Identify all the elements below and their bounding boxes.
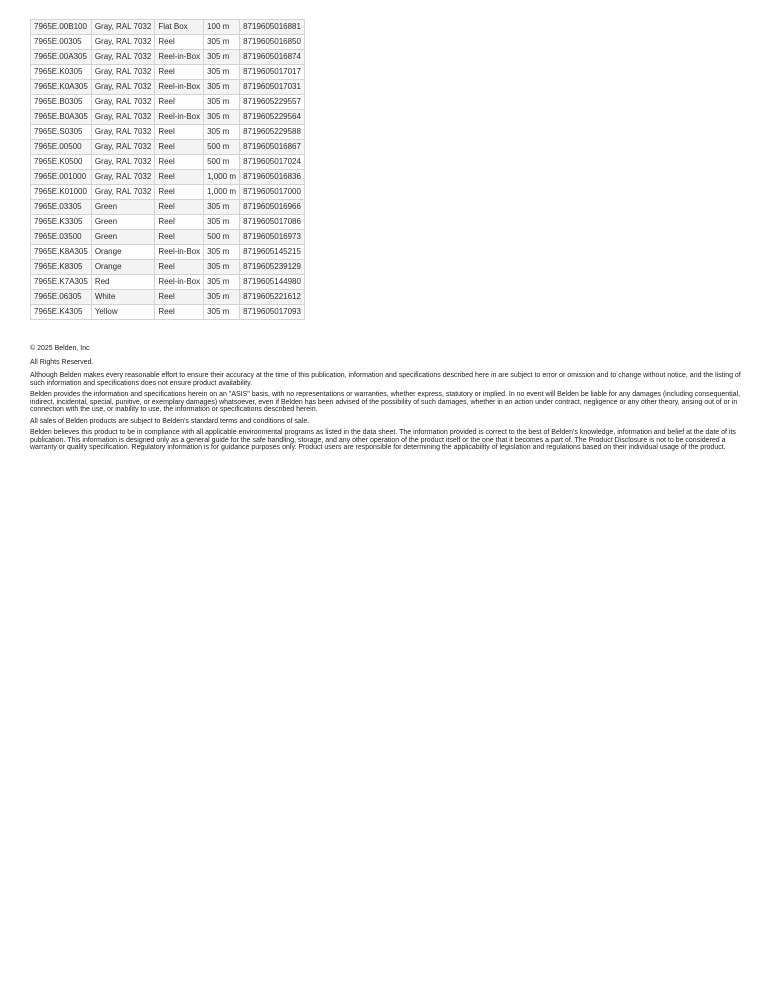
table-row <box>31 140 305 155</box>
color-cell: Gray, RAL 7032 <box>91 125 154 140</box>
upc-cell: 8719605017024 <box>240 155 305 170</box>
part-number-cell: 7965E.K0A305 <box>31 80 92 95</box>
packaging-cell: Reel <box>155 215 204 230</box>
upc-cell: 8719605016867 <box>240 140 305 155</box>
upc-cell: 8719605221612 <box>240 290 305 305</box>
color-cell: Orange <box>91 260 154 275</box>
upc-cell: 8719605016836 <box>240 170 305 185</box>
length-cell: 500 m <box>204 230 240 245</box>
upc-cell: 8719605239129 <box>240 260 305 275</box>
packaging-cell: Reel-in-Box <box>155 245 204 260</box>
upc-cell: 8719605016966 <box>240 200 305 215</box>
part-number-cell: 7965E.K4305 <box>31 305 92 320</box>
table-row <box>31 305 305 320</box>
packaging-cell: Reel <box>155 305 204 320</box>
length-cell: 305 m <box>204 35 240 50</box>
part-number-cell: 7965E.B0305 <box>31 95 92 110</box>
table-row <box>31 110 305 125</box>
part-number-cell: 7965E.S0305 <box>31 125 92 140</box>
length-cell: 305 m <box>204 215 240 230</box>
color-cell: Green <box>91 230 154 245</box>
packaging-cell: Reel <box>155 95 204 110</box>
product-table <box>30 19 305 320</box>
color-cell: Green <box>91 215 154 230</box>
table-row <box>31 20 305 35</box>
packaging-cell: Reel <box>155 200 204 215</box>
part-number-cell: 7965E.00B100 <box>31 20 92 35</box>
length-cell: 1,000 m <box>204 185 240 200</box>
packaging-cell: Reel <box>155 140 204 155</box>
length-cell: 1,000 m <box>204 170 240 185</box>
upc-cell: 8719605017017 <box>240 65 305 80</box>
upc-cell: 8719605145215 <box>240 245 305 260</box>
packaging-cell: Flat Box <box>155 20 204 35</box>
copyright-text: © 2025 Belden, Inc <box>30 345 90 352</box>
packaging-cell: Reel-in-Box <box>155 110 204 125</box>
upc-cell: 8719605017031 <box>240 80 305 95</box>
table-row <box>31 230 305 245</box>
upc-cell: 8719605229588 <box>240 125 305 140</box>
table-row <box>31 80 305 95</box>
upc-cell: 8719605016973 <box>240 230 305 245</box>
asis-disclaimer: Belden provides the information and specifications herein on an "ASIS" basis, with no representations or warranties, whether express, statutory or implied. In no event will Belden be liable for any damages (including consequential, indirect, incidental, special, punitive, or exemplary damages) whatsoever, even if Belden has been advised of the possibility of such damages, whether in an action under contract, negligence or any other theory, arising out of or in connection with the use, or inability to use, the information or specifications described herein. <box>30 391 741 413</box>
part-number-cell: 7965E.00A305 <box>31 50 92 65</box>
table-row <box>31 185 305 200</box>
length-cell: 305 m <box>204 95 240 110</box>
length-cell: 305 m <box>204 305 240 320</box>
length-cell: 100 m <box>204 20 240 35</box>
accuracy-disclaimer: Although Belden makes every reasonable effort to ensure their accuracy at the time of this publication, information and specifications described here in are subject to error or omission and to change without notice, and the listing of such information and specifications does not ensure product availability. <box>30 372 741 387</box>
packaging-cell: Reel-in-Box <box>155 50 204 65</box>
part-number-cell: 7965E.00500 <box>31 140 92 155</box>
upc-cell: 8719605016881 <box>240 20 305 35</box>
legal-notice <box>30 345 742 456</box>
compliance-disclaimer: Belden believes this product to be in compliance with all applicable environmental programs as listed in the data sheet. The information provided is correct to the best of Belden's knowledge, information and belief at the date of its publication. This information is designed only as a general guide for the safe handling, storage, and any other operation of the product itself or the one that it becomes a part of. The Product Disclosure is not to be considered a warranty or quality specification. Regulatory information is for guidance purposes only. Product users are responsible for determining the applicability of legislation and regulations based on their individual usage of the product. <box>30 429 736 451</box>
part-number-cell: 7965E.K8A305 <box>31 245 92 260</box>
packaging-cell: Reel <box>155 170 204 185</box>
packaging-cell: Reel-in-Box <box>155 275 204 290</box>
color-cell: Gray, RAL 7032 <box>91 185 154 200</box>
upc-cell: 8719605016874 <box>240 50 305 65</box>
part-number-cell: 7965E.06305 <box>31 290 92 305</box>
packaging-cell: Reel <box>155 35 204 50</box>
length-cell: 305 m <box>204 65 240 80</box>
color-cell: Gray, RAL 7032 <box>91 80 154 95</box>
color-cell: Gray, RAL 7032 <box>91 20 154 35</box>
color-cell: Gray, RAL 7032 <box>91 65 154 80</box>
packaging-cell: Reel-in-Box <box>155 80 204 95</box>
table-row <box>31 95 305 110</box>
part-number-cell: 7965E.K0500 <box>31 155 92 170</box>
length-cell: 305 m <box>204 260 240 275</box>
length-cell: 500 m <box>204 140 240 155</box>
table-row <box>31 245 305 260</box>
upc-cell: 8719605017000 <box>240 185 305 200</box>
color-cell: Gray, RAL 7032 <box>91 95 154 110</box>
part-number-cell: 7965E.03305 <box>31 200 92 215</box>
terms-of-sale-text: All sales of Belden products are subject to Belden's standard terms and conditions of sale. <box>30 417 310 425</box>
color-cell: Gray, RAL 7032 <box>91 140 154 155</box>
table-row <box>31 170 305 185</box>
table-row <box>31 260 305 275</box>
length-cell: 305 m <box>204 200 240 215</box>
color-cell: Gray, RAL 7032 <box>91 155 154 170</box>
part-number-cell: 7965E.001000 <box>31 170 92 185</box>
part-number-cell: 7965E.K0305 <box>31 65 92 80</box>
color-cell: Gray, RAL 7032 <box>91 50 154 65</box>
length-cell: 305 m <box>204 80 240 95</box>
table-row <box>31 275 305 290</box>
length-cell: 305 m <box>204 245 240 260</box>
part-number-cell: 7965E.K8305 <box>31 260 92 275</box>
table-row <box>31 215 305 230</box>
part-number-cell: 7965E.K01000 <box>31 185 92 200</box>
packaging-cell: Reel <box>155 65 204 80</box>
packaging-cell: Reel <box>155 185 204 200</box>
color-cell: Gray, RAL 7032 <box>91 35 154 50</box>
length-cell: 305 m <box>204 110 240 125</box>
length-cell: 500 m <box>204 155 240 170</box>
length-cell: 305 m <box>204 275 240 290</box>
packaging-cell: Reel <box>155 155 204 170</box>
packaging-cell: Reel <box>155 260 204 275</box>
part-number-cell: 7965E.B0A305 <box>31 110 92 125</box>
length-cell: 305 m <box>204 50 240 65</box>
color-cell: Yellow <box>91 305 154 320</box>
color-cell: Gray, RAL 7032 <box>91 170 154 185</box>
table-row <box>31 50 305 65</box>
color-cell: Orange <box>91 245 154 260</box>
upc-cell: 8719605229564 <box>240 110 305 125</box>
part-number-cell: 7965E.00305 <box>31 35 92 50</box>
packaging-cell: Reel <box>155 230 204 245</box>
color-cell: White <box>91 290 154 305</box>
color-cell: Red <box>91 275 154 290</box>
color-cell: Gray, RAL 7032 <box>91 110 154 125</box>
table-row <box>31 35 305 50</box>
table-row <box>31 155 305 170</box>
upc-cell: 8719605017093 <box>240 305 305 320</box>
table-row <box>31 125 305 140</box>
rights-text: All Rights Reserved. <box>30 358 94 366</box>
part-number-cell: 7965E.K7A305 <box>31 275 92 290</box>
table-row <box>31 65 305 80</box>
part-number-cell: 7965E.03500 <box>31 230 92 245</box>
upc-cell: 8719605144980 <box>240 275 305 290</box>
upc-cell: 8719605017086 <box>240 215 305 230</box>
packaging-cell: Reel <box>155 290 204 305</box>
packaging-cell: Reel <box>155 125 204 140</box>
length-cell: 305 m <box>204 290 240 305</box>
upc-cell: 8719605016850 <box>240 35 305 50</box>
product-table-body <box>31 20 305 320</box>
part-number-cell: 7965E.K3305 <box>31 215 92 230</box>
color-cell: Green <box>91 200 154 215</box>
table-row <box>31 200 305 215</box>
table-row <box>31 290 305 305</box>
length-cell: 305 m <box>204 125 240 140</box>
upc-cell: 8719605229557 <box>240 95 305 110</box>
